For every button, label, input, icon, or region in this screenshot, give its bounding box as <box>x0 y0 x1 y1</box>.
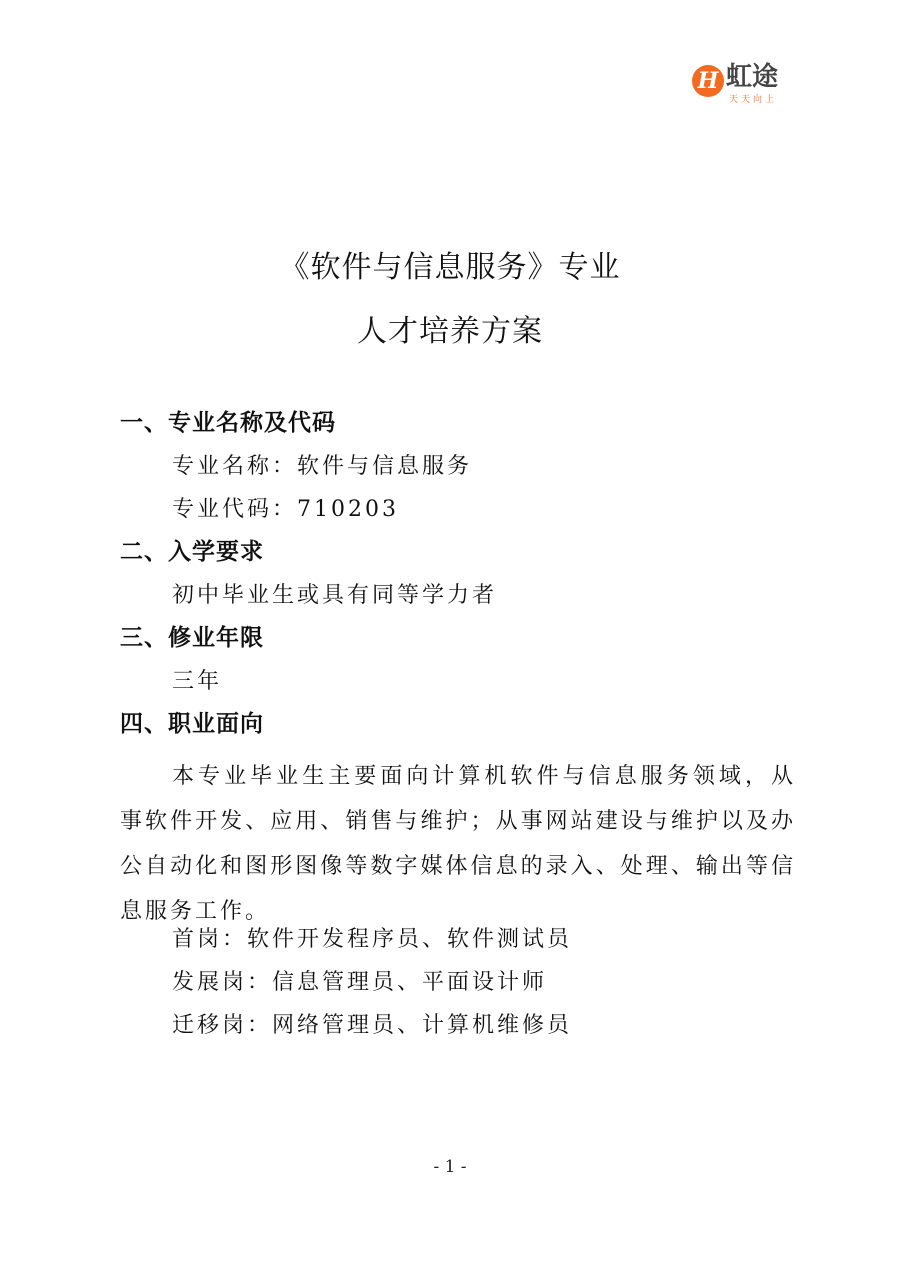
logo-slogan: 天天向上 <box>729 95 778 105</box>
major-name: 专业名称：软件与信息服务 <box>172 454 473 479</box>
study-duration: 三年 <box>172 669 223 694</box>
section-heading-major-name-code: 一、专业名称及代码 <box>120 410 336 436</box>
first-post: 首岗：软件开发程序员、软件测试员 <box>172 927 573 952</box>
section-heading-duration: 三、修业年限 <box>120 625 264 651</box>
page-number: - 1 - <box>433 1157 467 1177</box>
career-paragraph: 本专业毕业生主要面向计算机软件与信息服务领域，从事软件开发、应用、销售与维护；从事网站建设与维护以及办公自动化和图形图像等数字媒体信息的录入、处理、输出等信息服务工作。 <box>120 764 796 924</box>
migration-post: 迁移岗：网络管理员、计算机维修员 <box>172 1013 573 1038</box>
logo-h-icon <box>692 65 724 97</box>
header-logo <box>692 63 792 105</box>
document-title-line-1: 《软件与信息服务》专业 <box>279 250 621 285</box>
section-heading-career: 四、职业面向 <box>120 711 264 737</box>
section-heading-admission: 二、入学要求 <box>120 539 264 565</box>
major-code: 专业代码：710203 <box>172 497 399 522</box>
development-post: 发展岗：信息管理员、平面设计师 <box>172 970 548 995</box>
admission-requirement: 初中毕业生或具有同等学力者 <box>172 583 498 608</box>
document-title-line-2: 人才培养方案 <box>357 314 543 349</box>
logo-name: 虹途 <box>726 62 779 92</box>
logo-mark-letter: H <box>697 68 719 94</box>
